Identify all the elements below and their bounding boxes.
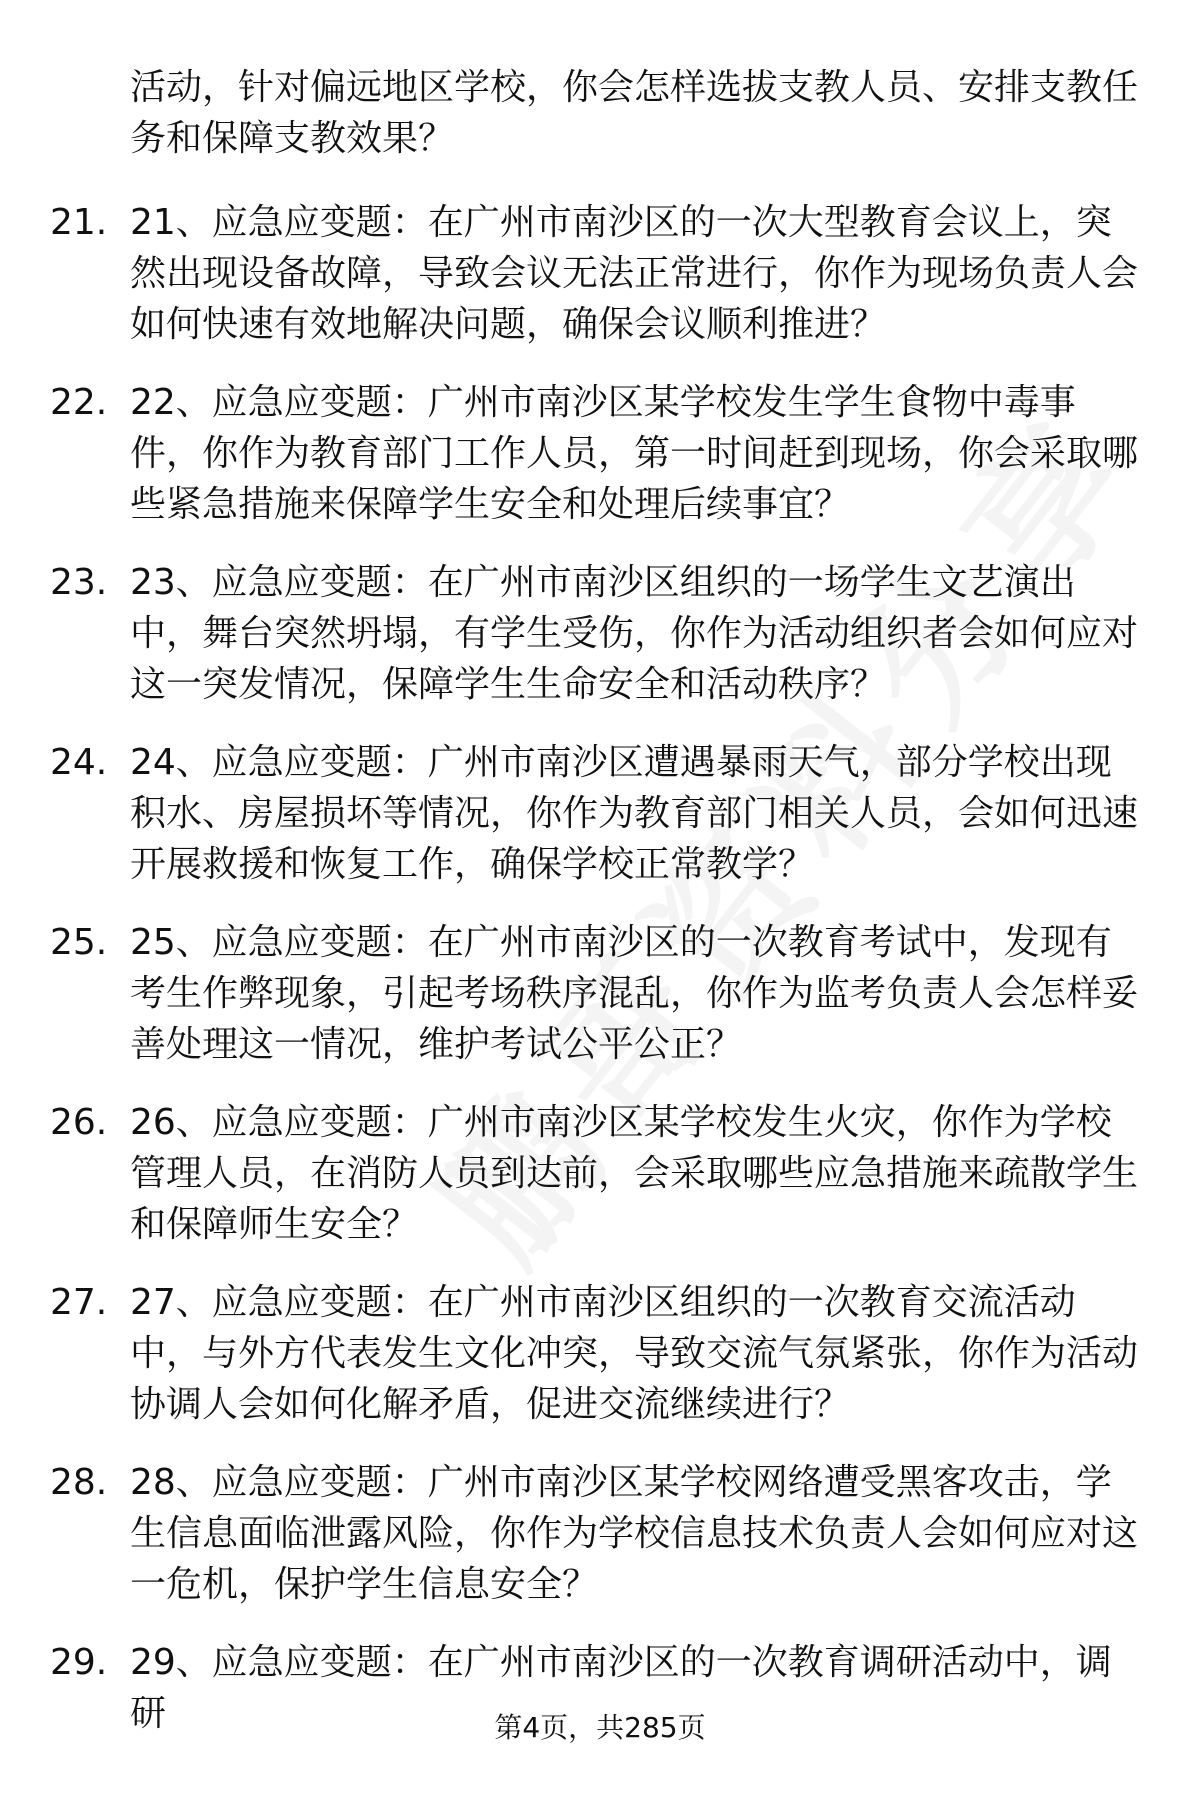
question-text: 27、应急应变题：在广州市南沙区组织的一次教育交流活动中，与外方代表发生文化冲突，导致交流气氛紧张，你作为活动协调人会如何化解矛盾，促进交流继续进行？ <box>130 1282 1139 1425</box>
question-item <box>0 737 1200 917</box>
question-text: 22、应急应变题：广州市南沙区某学校发生学生食物中毒事件，你作为教育部门工作人员，第一时间赶到现场，你会采取哪些紧急措施来保障学生安全和处理后续事宜？ <box>130 382 1139 525</box>
page-footer: 第4页，共285页 <box>494 1711 706 1744</box>
question-number: 28. <box>50 1462 108 1503</box>
question-text: 23、应急应变题：在广州市南沙区组织的一场学生文艺演出中，舞台突然坍塌，有学生受伤，你作为活动组织者会如何应对这一突发情况，保障学生生命安全和活动秩序？ <box>130 562 1139 705</box>
question-text: 29、应急应变题：在广州市南沙区的一次教育调研活动中，调研 <box>130 1642 1112 1734</box>
question-list <box>0 197 1200 1817</box>
question-item <box>0 197 1200 377</box>
question-text: 21、应急应变题：在广州市南沙区的一次大型教育会议上，突然出现设备故障，导致会议无法正常进行，你作为现场负责人会如何快速有效地解决问题，确保会议顺利推进？ <box>130 202 1139 345</box>
question-text: 24、应急应变题：广州市南沙区遭遇暴雨天气，部分学校出现积水、房屋损坏等情况，你作为教育部门相关人员，会如何迅速开展救援和恢复工作，确保学校正常教学？ <box>130 742 1139 885</box>
question-text: 26、应急应变题：广州市南沙区某学校发生火灾，你作为学校管理人员，在消防人员到达前，会采取哪些应急措施来疏散学生和保障师生安全？ <box>130 1102 1139 1245</box>
continuation-text: 活动，针对偏远地区学校，你会怎样选拔支教人员、安排支教任务和保障支教效果？ <box>130 67 1139 159</box>
question-number: 21. <box>50 202 108 243</box>
question-item <box>0 377 1200 557</box>
question-text: 28、应急应变题：广州市南沙区某学校网络遭受黑客攻击，学生信息面临泄露风险，你作为学校信息技术负责人会如何应对这一危机，保护学生信息安全？ <box>130 1462 1139 1605</box>
question-text: 25、应急应变题：在广州市南沙区的一次教育考试中，发现有考生作弊现象，引起考场秩序混乱，你作为监考负责人会怎样妥善处理这一情况，维护考试公平公正？ <box>130 922 1139 1065</box>
question-number: 29. <box>50 1642 108 1683</box>
question-number: 25. <box>50 922 108 963</box>
question-number: 24. <box>50 742 108 783</box>
question-number: 23. <box>50 562 108 603</box>
question-item <box>0 557 1200 737</box>
question-number: 26. <box>50 1102 108 1143</box>
question-item <box>0 1277 1200 1457</box>
question-item <box>0 1457 1200 1637</box>
question-number: 27. <box>50 1282 108 1323</box>
question-item <box>0 1097 1200 1277</box>
question-number: 22. <box>50 382 108 423</box>
question-item <box>0 917 1200 1097</box>
